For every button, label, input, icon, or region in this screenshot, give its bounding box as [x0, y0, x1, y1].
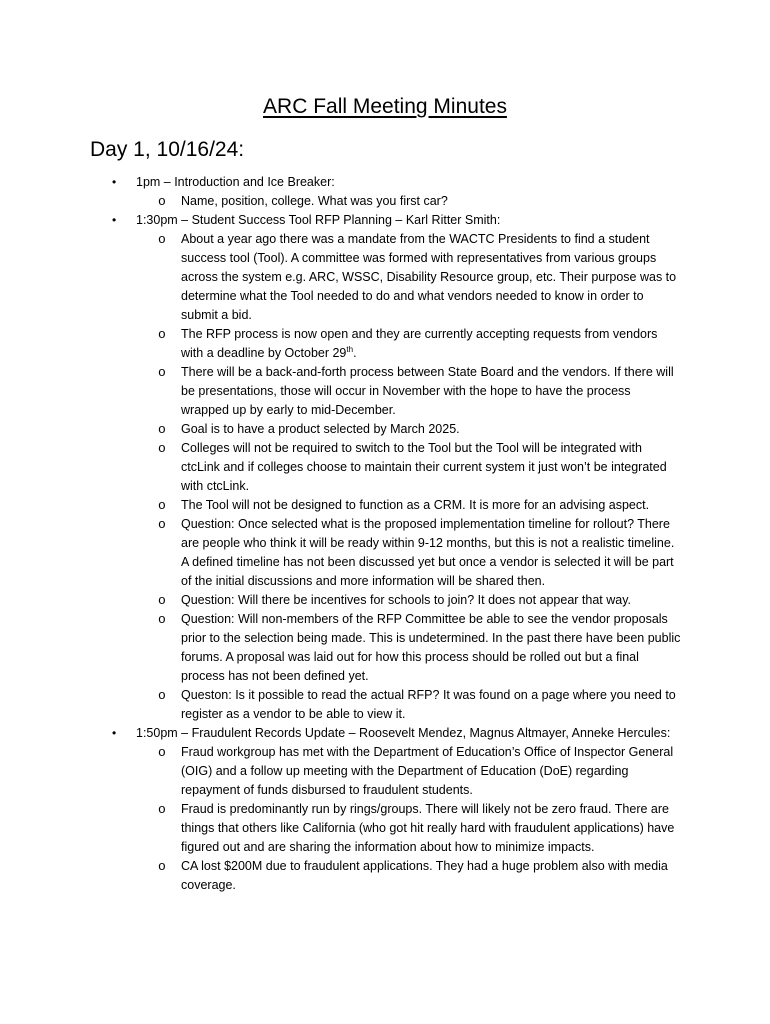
sub-item-text: Fraud workgroup has met with the Department of Education’s Office of Inspector General (OIG) and a follow up meeting with the Department of Education (DoE) regarding repayment of funds disbursed to fraudulent students. — [181, 745, 674, 797]
sub-bullet-icon: o — [158, 365, 166, 380]
sub-bullet-icon: o — [158, 498, 166, 513]
agenda-item-rfp-planning — [0, 211, 770, 724]
sub-item — [0, 496, 681, 515]
sub-item-text: CA lost $200M due to fraudulent applications. They had a huge problem also with media coverage. — [181, 859, 668, 892]
document-title: ARC Fall Meeting Minutes — [263, 95, 507, 118]
agenda-list — [0, 173, 770, 895]
day-heading: Day 1, 10/16/24: — [90, 138, 245, 161]
sub-item-text: Colleges will not be required to switch to the Tool but the Tool will be integrated with ctcLink and if colleges choose to maintain their current system it just won’t be integrated with ctcLink. — [181, 441, 667, 493]
sub-item-text: Fraud is predominantly run by rings/groups. There will likely not be zero fraud. There are things that others like California (who got hit really hard with fraudulent applications) have figured out and are sharing the information about how to minimize impacts. — [181, 802, 675, 854]
sub-bullet-icon: o — [158, 859, 166, 874]
sub-item — [0, 515, 681, 591]
sub-item-text: Queston: Is it possible to read the actual RFP? It was found on a page where you need to register as a vendor to be able to view it. — [181, 688, 676, 721]
sub-item-text: Question: Will non-members of the RFP Committee be able to see the vendor proposals prior to the selection being made. This is undetermined. In the past there have been public forums. A proposal was laid out for how this process should be rolled out but a final process has not been defined yet. — [181, 612, 681, 683]
sub-list — [0, 230, 770, 724]
sub-item-text: About a year ago there was a mandate from the WACTC Presidents to find a student success tool (Tool). A committee was formed with representatives from various groups across the system e.g. ARC, WSSC, Disability Resource group, etc. Their purpose was to determine what the Tool needed to do and what vendors needed to know in order to submit a bid. — [181, 232, 677, 322]
sub-bullet-icon: o — [158, 232, 166, 247]
sub-bullet-icon: o — [158, 194, 166, 209]
sub-bullet-icon: o — [158, 688, 166, 703]
bullet-icon: • — [112, 726, 117, 740]
sub-bullet-icon: o — [158, 422, 166, 437]
sub-bullet-icon: o — [158, 327, 166, 342]
sub-bullet-icon: o — [158, 612, 166, 627]
superscript-th: th — [346, 345, 354, 354]
sub-item — [0, 610, 681, 686]
sub-item-text: Question: Once selected what is the proposed implementation timeline for rollout? There are people who think it will be ready within 9-12 months, but this is not a realistic timeline. A defined timeline has not been discussed yet but once a vendor is selected it will be part of the initial discussions and more information will be shared then. — [181, 517, 675, 588]
sub-item — [0, 192, 681, 211]
sub-item-text: Question: Will there be incentives for schools to join? It does not appear that way. — [181, 593, 632, 607]
agenda-item-text: 1:30pm – Student Success Tool RFP Planning – Karl Ritter Smith: — [136, 213, 501, 227]
minutes-body — [0, 173, 770, 895]
bullet-icon: • — [112, 175, 117, 189]
sub-item — [0, 743, 681, 800]
bullet-icon: • — [112, 213, 117, 227]
agenda-item-fraudulent-records — [0, 724, 770, 895]
agenda-item-text: 1pm – Introduction and Ice Breaker: — [136, 175, 335, 189]
agenda-item-text: 1:50pm – Fraudulent Records Update – Roosevelt Mendez, Magnus Altmayer, Anneke Hercules: — [136, 726, 671, 740]
sub-item-text: The RFP process is now open and they are currently accepting requests from vendors with a deadline by October 29 — [181, 327, 658, 360]
sub-bullet-icon: o — [158, 517, 166, 532]
sub-item-text: The Tool will not be designed to function as a CRM. It is more for an advising aspect. — [181, 498, 650, 512]
sub-item — [0, 363, 681, 420]
sub-item-text: Name, position, college. What was you first car? — [181, 194, 448, 208]
sentence-end: . — [353, 346, 357, 360]
sub-bullet-icon: o — [158, 802, 166, 817]
sub-list — [0, 743, 770, 895]
sub-item — [0, 800, 681, 857]
sub-item — [0, 686, 681, 724]
sub-item-text: Goal is to have a product selected by March 2025. — [181, 422, 460, 436]
sub-bullet-icon: o — [158, 593, 166, 608]
sub-item — [0, 230, 681, 325]
sub-item — [0, 439, 681, 496]
sub-bullet-icon: o — [158, 745, 166, 760]
sub-bullet-icon: o — [158, 441, 166, 456]
sub-item-text: There will be a back-and-forth process between State Board and the vendors. If there will be presentations, those will occur in November with the hope to have the process wrapped up by early to mid-December. — [181, 365, 674, 417]
sub-item — [0, 857, 681, 895]
sub-item — [0, 591, 681, 610]
agenda-item-introduction — [0, 173, 770, 211]
sub-list — [0, 192, 770, 211]
sub-item — [0, 325, 681, 363]
sub-item — [0, 420, 681, 439]
